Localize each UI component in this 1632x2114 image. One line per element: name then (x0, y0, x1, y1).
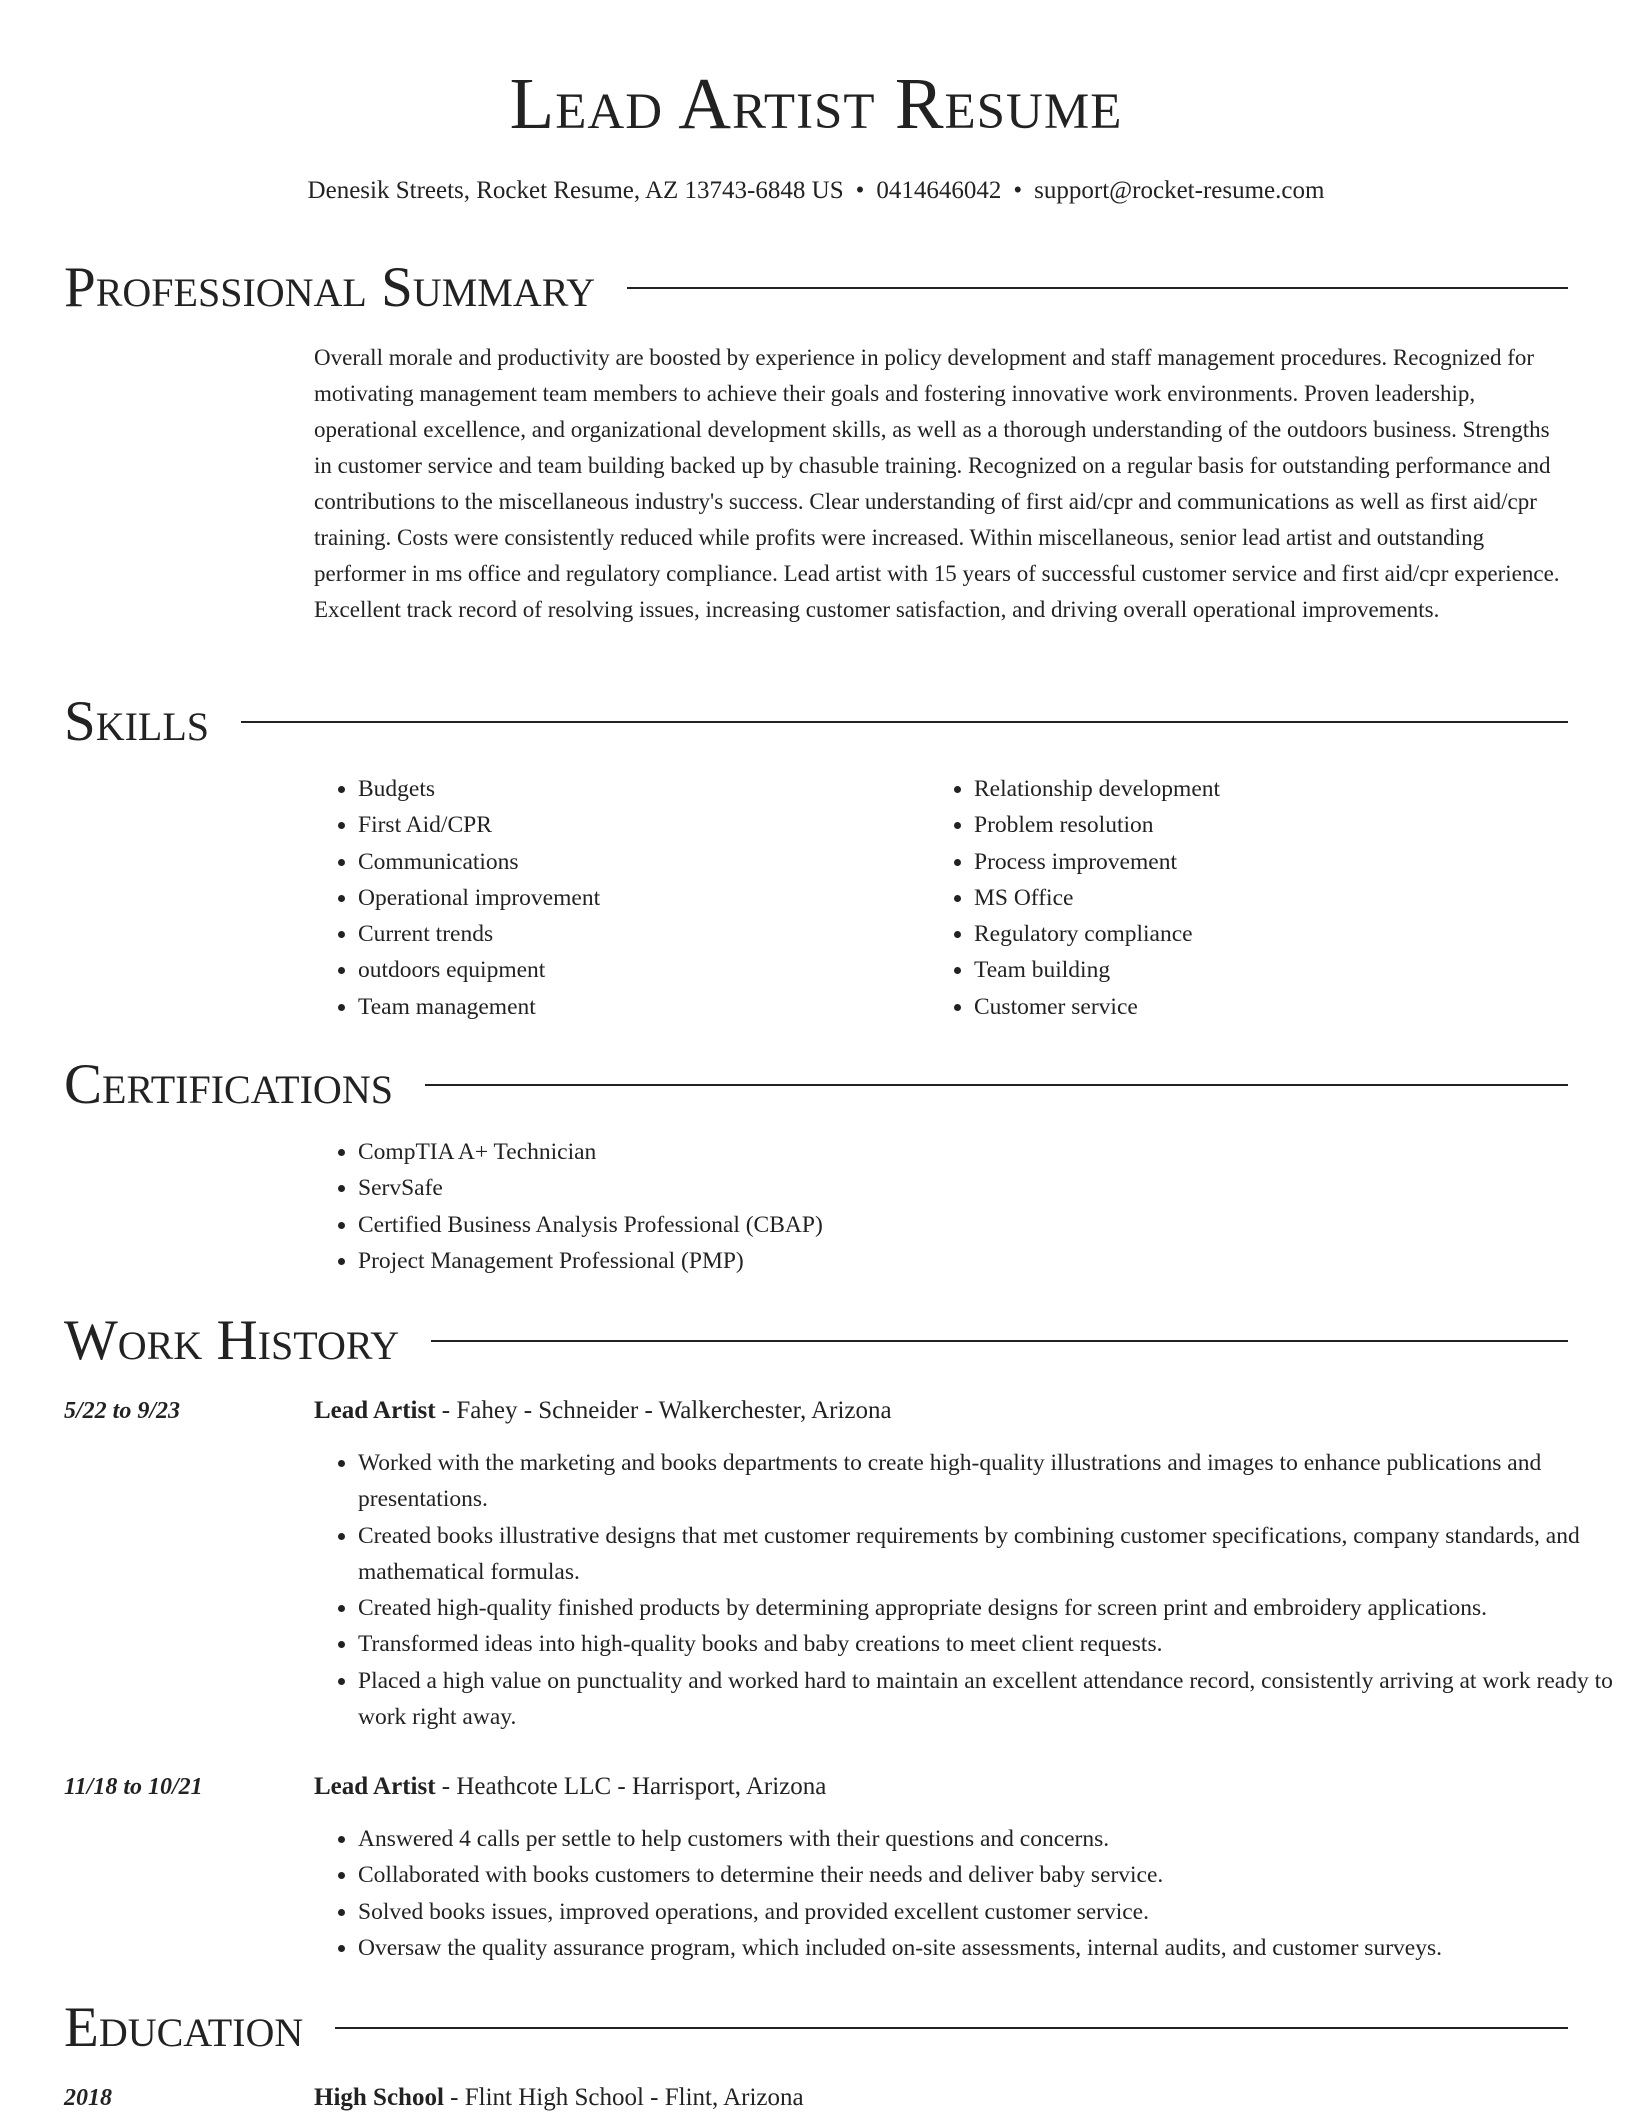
work-bullet: • Collaborated with books customers to determine their needs and deliver baby service. (358, 1857, 1614, 1893)
section-title: Education (64, 1996, 304, 2059)
certification-item: • Certified Business Analysis Professional (CBAP) (358, 1207, 1570, 1243)
work-bullet: • Created books illustrative designs that met customer requirements by combining customer specifications, company standards, and mathematical formulas. (358, 1518, 1614, 1591)
section-title: Professional Summary (64, 256, 596, 319)
section-divider (425, 1084, 1568, 1086)
section-divider (335, 2027, 1568, 2029)
skill-item: • Relationship development (974, 771, 1530, 807)
certification-item: • CompTIA A+ Technician (358, 1134, 1570, 1170)
work-bullet: • Solved books issues, improved operations, and provided excellent customer service. (358, 1894, 1614, 1930)
skill-item: • Operational improvement (358, 880, 914, 916)
contact-separator: • (1013, 177, 1023, 204)
skill-item: • Budgets (358, 771, 914, 807)
section-title: Skills (64, 690, 210, 753)
school-details: - Flint High School - Flint, Arizona (443, 2084, 804, 2111)
work-title-line (314, 1395, 892, 1427)
skill-item: • Process improvement (974, 844, 1530, 880)
certification-item: • ServSafe (358, 1170, 1570, 1206)
phone: 0414646042 (876, 177, 1002, 204)
degree-title: High School (314, 2084, 444, 2111)
skill-item: • Team building (974, 952, 1530, 988)
work-bullet: • Oversaw the quality assurance program, which included on-site assessments, internal audits, and customer surveys. (358, 1930, 1614, 1966)
work-bullet: • Worked with the marketing and books departments to create high-quality illustrations and images to enhance publications and presentations. (358, 1445, 1614, 1518)
skill-item: • Customer service (974, 989, 1530, 1025)
skill-item: • Communications (358, 844, 914, 880)
section-divider (627, 287, 1568, 289)
work-title-line (314, 1771, 826, 1803)
job-details: - Heathcote LLC - Harrisport, Arizona (435, 1773, 827, 1800)
skills-column-right (930, 771, 1530, 1025)
education-title-line (314, 2082, 804, 2114)
job-title: Lead Artist (314, 1397, 436, 1424)
education-date: 2018 (64, 2085, 112, 2111)
section-skills-heading (64, 689, 1568, 755)
address: Denesik Streets, Rocket Resume, AZ 13743-6848 US (307, 177, 844, 204)
skill-item: • First Aid/CPR (358, 807, 914, 843)
resume-title: Lead Artist Resume (509, 63, 1123, 144)
summary-text: Overall morale and productivity are boosted by experience in policy development and staff management procedures. Recognized for motivating management team members to achieve their goals and fostering innovative work environments. Proven leadership, operational excellence, and organizational development skills, as well as a thorough understanding of the outdoors business. Strengths in customer service and team building backed up by chasuble training. Recognized on a regular basis for outstanding performance and contributions to the miscellaneous industry's success. Clear understanding of first aid/cpr and communications as well as first aid/cpr training. Costs were consistently reduced while profits were increased. Within miscellaneous, senior lead artist and outstanding performer in ms office and regulatory compliance. Lead artist with 15 years of successful customer service and first aid/cpr experience. Excellent track record of resolving issues, increasing customer satisfaction, and driving overall operational improvements. (314, 345, 1560, 622)
section-divider (241, 721, 1568, 723)
skill-item: • Current trends (358, 916, 914, 952)
section-certifications-heading (64, 1052, 1568, 1118)
certification-item: • Project Management Professional (PMP) (358, 1243, 1570, 1279)
work-bullet: • Created high-quality finished products by determining appropriate designs for screen print and embroidery applications. (358, 1590, 1614, 1626)
certifications (314, 1134, 1570, 1279)
skills-list (314, 771, 914, 1025)
work-dates: 11/18 to 10/21 (64, 1774, 203, 1800)
skill-item: • Team management (358, 989, 914, 1025)
skill-item: • Problem resolution (974, 807, 1530, 843)
section-divider (431, 1340, 1568, 1342)
work-bullet: • Placed a high value on punctuality and worked hard to maintain an excellent attendance record, consistently arriving at work ready to work right away. (358, 1663, 1614, 1736)
contact-line (0, 176, 1632, 206)
skills-column-left (314, 771, 914, 1025)
email: support@rocket-resume.com (1034, 177, 1325, 204)
certifications-list (314, 1134, 1570, 1279)
skill-item: • outdoors equipment (358, 952, 914, 988)
section-education-heading (64, 1995, 1568, 2061)
section-title: Certifications (64, 1053, 393, 1116)
job-details: - Fahey - Schneider - Walkerchester, Arizona (435, 1397, 892, 1424)
section-title: Work History (64, 1309, 400, 1372)
contact-separator: • (855, 177, 865, 204)
job-title: Lead Artist (314, 1773, 436, 1800)
work-bullets (314, 1445, 1614, 1735)
section-summary-heading (64, 255, 1568, 321)
skill-item: • Regulatory compliance (974, 916, 1530, 952)
skill-item: • MS Office (974, 880, 1530, 916)
skills-list (930, 771, 1530, 1025)
work-bullets (314, 1821, 1614, 1966)
work-dates: 5/22 to 9/23 (64, 1398, 181, 1424)
work-bullet: • Transformed ideas into high-quality books and baby creations to meet client requests. (358, 1626, 1614, 1662)
section-work-heading (64, 1308, 1568, 1374)
work-bullet: • Answered 4 calls per settle to help customers with their questions and concerns. (358, 1821, 1614, 1857)
